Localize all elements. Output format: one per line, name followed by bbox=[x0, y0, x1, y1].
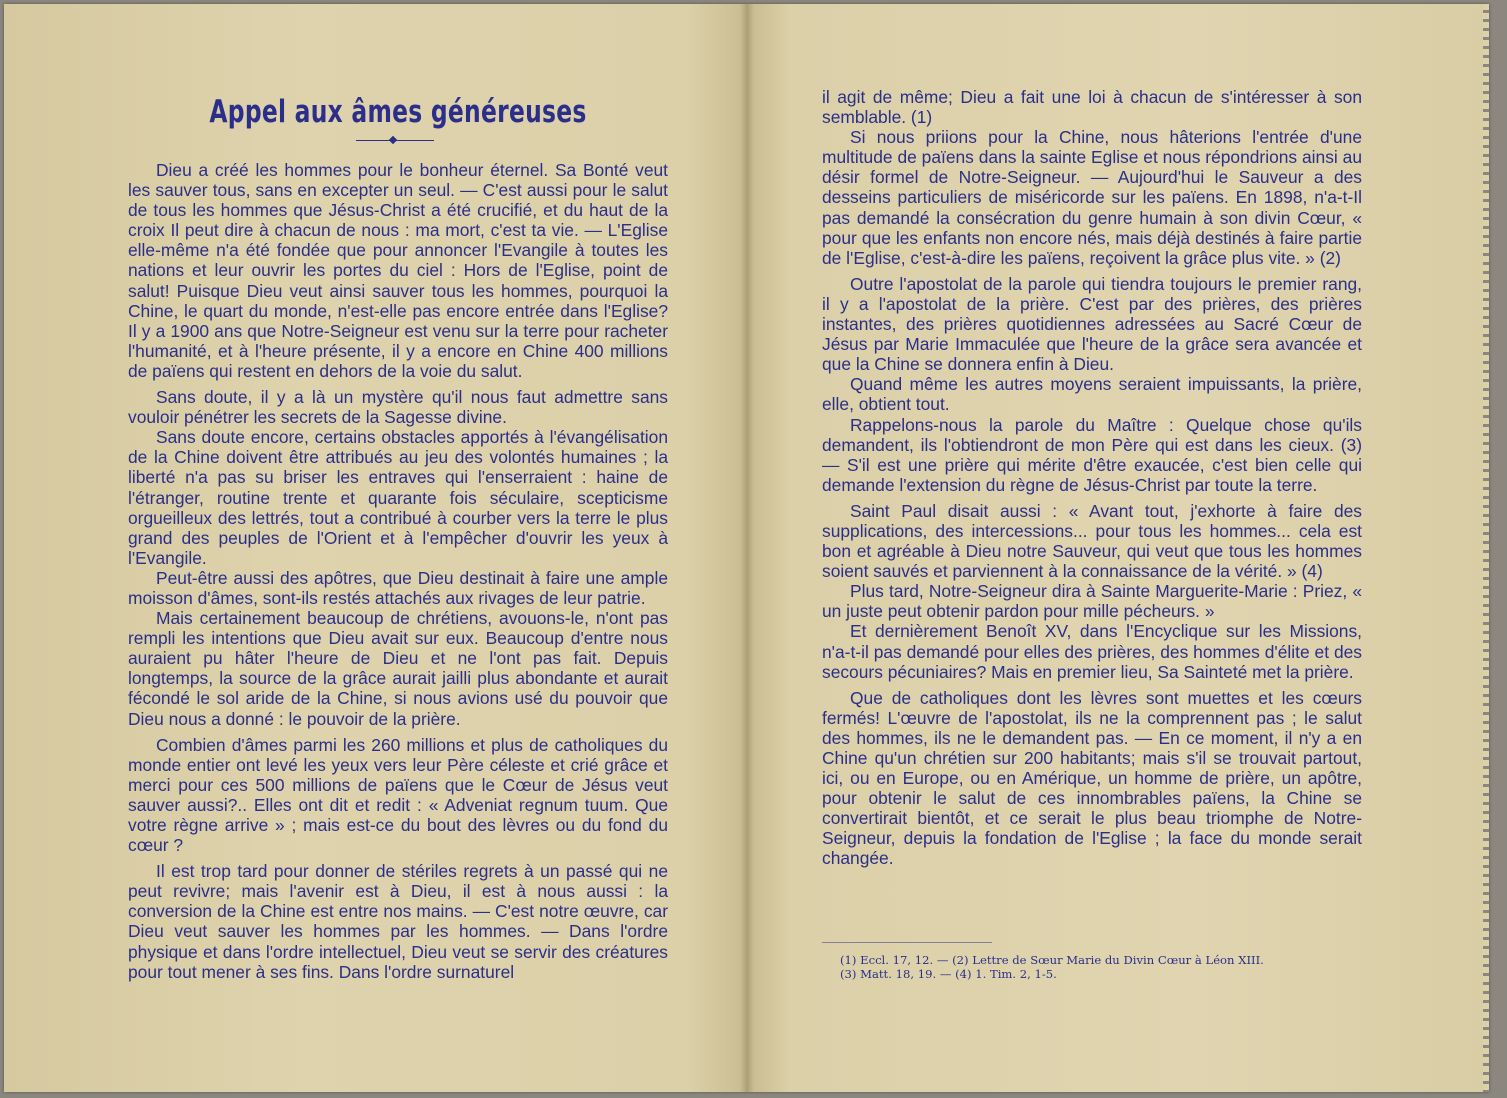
perforated-edge bbox=[1483, 4, 1489, 1092]
paragraph: Dieu a créé les hommes pour le bonheur éternel. Sa Bonté veut les sauver tous, sans en excepter un seul. — C'est aussi pour le salut de tous les hommes que Jésus-Christ a été crucifié, et du haut de la croix Il peut dire à chacun de nous : ma mort, c'est ta vie. — L'Eglise elle-même n'a été fondée que pour annoncer l'Evangile à toutes les nations et leur ouvrir les portes du ciel : Hors de l'Eglise, point de salut! Puisque Dieu veut ainsi sauver tous les hommes, pourquoi la Chine, le quart du monde, n'est-elle pas encore entrée dans l'Eglise? Il y a 1900 ans que Notre-Seigneur est venu sur la terre pour racheter l'humanité, et à l'heure présente, il y a encore en Chine 400 millions de païens qui restent en dehors de la voie du salut. bbox=[128, 160, 668, 381]
paragraph: Outre l'apostolat de la parole qui tiendra toujours le premier rang, il y a l'apostolat de la prière. C'est par des prières, des prières instantes, des prières quotidiennes adressées au Sacré Cœur de Jésus par Marie Immaculée que l'heure de la grâce sera avancée et que la Chine se donnera enfin à Dieu. bbox=[822, 273, 1362, 375]
title-ornament-icon bbox=[389, 136, 397, 144]
paragraph: Si nous priions pour la Chine, nous hâterions l'entrée d'une multitude de païens dans la sainte Eglise et nous répondrions ainsi au désir formel de Notre-Seigneur. — Aujourd'hui le Sauveur a des desseins particuliers de miséricorde sur les païens. En 1898, n'a-t-Il pas demandé la consécration du genre humain à son divin Cœur, « pour que les enfants non encore nés, mais déjà destinés à faire partie de l'Eglise, c'est-à-dire les païens, reçoivent la grâce plus vite. » (2) bbox=[822, 127, 1362, 268]
paragraph: Sans doute encore, certains obstacles apportés à l'évangélisation de la Chine doivent être attribués au jeu des volontés humaines ; la liberté n'a pas su briser les entraves qui l'enserraient : haine de l'étranger, routine trente et quarante fois séculaire, scepticisme orgueilleux des lettrés, tout a contribué à courber vers la terre le plus grand des peuples de l'Orient et à l'empêcher d'ouvrir les yeux à l'Evangile. bbox=[128, 427, 668, 568]
paragraph: Sans doute, il y a là un mystère qu'il nous faut admettre sans vouloir pénétrer les secrets de la Sagesse divine. bbox=[128, 387, 668, 428]
paragraph: Que de catholiques dont les lèvres sont muettes et les cœurs fermés! L'œuvre de l'apostolat, ils ne la comprennent pas ; le salut des hommes, ils ne le demandent pas. — En ce moment, il n'y a en Chine qu'un chrétien sur 200 habitants; mais s'il se trouvait partout, ici, ou en Europe, ou en Amérique, un homme de prière, un apôtre, pour obtenir le salut de ces innombrables païens, la Chine se convertirait bientôt, et ce serait le plus beau triomphe de Notre-Seigneur, depuis la fondation de l'Eglise ; la face du monde serait changée. bbox=[822, 687, 1362, 869]
page-title: Appel aux âmes généreuses bbox=[209, 94, 587, 130]
paragraph: Saint Paul disait aussi : « Avant tout, j'exhorte à faire des supplications, des intercessions... pour tous les hommes... cela est bon et agréable à Dieu notre Sauveur, qui veut que tous les hommes soient sauvés et parviennent à la connaissance de la vérité. » (4) bbox=[822, 500, 1362, 582]
paragraph: Quand même les autres moyens seraient impuissants, la prière, elle, obtient tout. bbox=[822, 374, 1362, 415]
paragraph: Rappelons-nous la parole du Maître : Quelque chose qu'ils demandent, ils l'obtiendront de mon Père qui est dans les cieux. (3) — S'il est une prière qui mérite d'être exaucée, c'est bien celle qui demande l'extension du règne de Jésus-Christ par toute la terre. bbox=[822, 414, 1362, 495]
footnote-line: (1) Eccl. 17, 12. — (2) Lettre de Sœur Marie du Divin Cœur à Léon XIII. bbox=[840, 953, 1264, 967]
paragraph: Mais certainement beaucoup de chrétiens, avouons-le, n'ont pas rempli les intentions que Dieu avait sur eux. Beaucoup d'entre nous auraient pu hâter l'heure de Dieu et ne l'ont pas fait. Depuis longtemps, la source de la grâce aurait jailli plus abondante et aurait fécondé le sol aride de la Chine, si nous avions usé du pouvoir que Dieu nous a donné : le pouvoir de la prière. bbox=[128, 608, 668, 729]
paragraph: Et dernièrement Benoît XV, dans l'Encyclique sur les Missions, n'a-t-il pas demandé pour elles des prières, des hommes d'élite et des secours pécuniaires? Mais en premier lieu, Sa Sainteté met la prière. bbox=[822, 621, 1362, 682]
footnote-line: (3) Matt. 18, 19. — (4) 1. Tim. 2, 1-5. bbox=[840, 967, 1057, 981]
paragraph: Peut-être aussi des apôtres, que Dieu destinait à faire une ample moisson d'âmes, sont-ils restés attachés aux rivages de leur patrie. bbox=[128, 567, 668, 608]
paragraph: Il est trop tard pour donner de stériles regrets à un passé qui ne peut revivre; mais l'avenir est à Dieu, il est à nous aussi : la conversion de la Chine est entre nos mains. — C'est notre œuvre, car Dieu veut sauver les hommes par les hommes. — Dans l'ordre physique et dans l'ordre intellectuel, Dieu veut se servir des créatures pour tout mener à ses fins. Dans l'ordre surnaturel bbox=[128, 861, 668, 982]
footnote-rule bbox=[822, 942, 992, 943]
footnotes bbox=[840, 953, 1380, 981]
center-fold bbox=[740, 4, 754, 1092]
paragraph: Combien d'âmes parmi les 260 millions et plus de catholiques du monde entier ont levé les yeux vers leur Père céleste et crié grâce et merci pour ces 500 millions de païens que le Cœur de Jésus veut sauver aussi?.. Elles ont dit et redit : « Adveniat regnum tuum. Que votre règne arrive » ; mais est-ce du bout des lèvres ou du fond du cœur ? bbox=[128, 734, 668, 856]
paragraph: il agit de même; Dieu a fait une loi à chacun de s'intéresser à son semblable. (1) bbox=[822, 87, 1362, 128]
paragraph: Plus tard, Notre-Seigneur dira à Sainte Marguerite-Marie : Priez, « un juste peut obtenir pardon pour mille pécheurs. » bbox=[822, 581, 1362, 622]
left-column bbox=[128, 160, 668, 988]
right-column bbox=[822, 87, 1362, 869]
